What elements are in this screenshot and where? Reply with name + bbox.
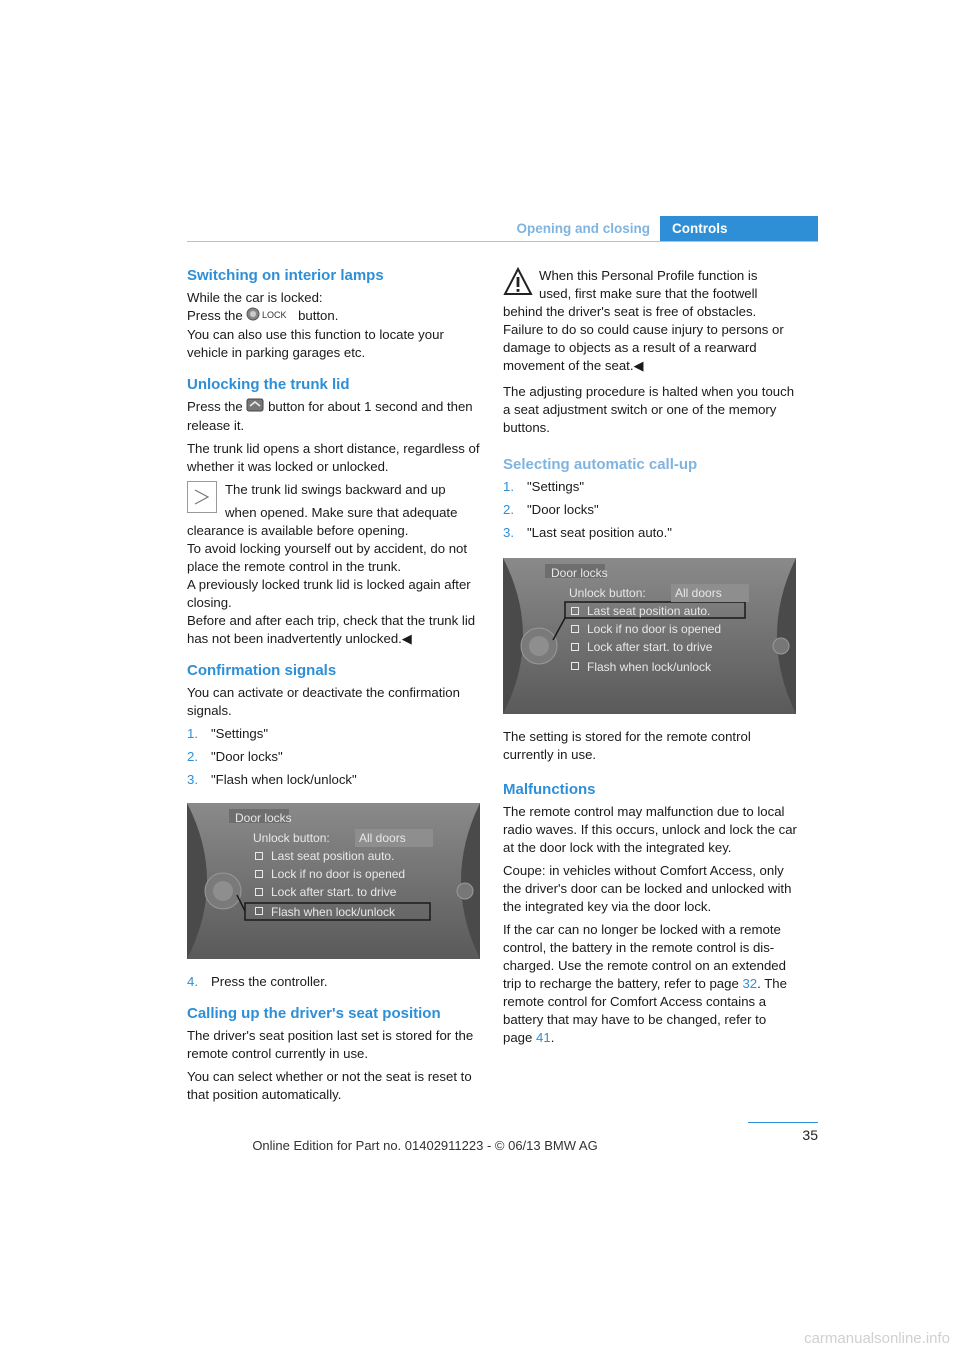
- list-item: 1. "Settings": [187, 726, 269, 742]
- screen-title: Door locks: [551, 566, 608, 580]
- header-rule: [187, 241, 818, 242]
- text: You can also use this function to locate your vehicle in parking garages etc.: [187, 327, 444, 361]
- header-chapter: Controls: [660, 216, 818, 242]
- list-item: 3. "Last seat position auto.": [503, 525, 672, 540]
- text: The adjusting procedure is halted when you touch a seat adjustment switch or one of the memory buttons.: [503, 384, 795, 435]
- text: A previously locked trunk lid is locked again after closing.: [187, 577, 471, 611]
- online-edition: Online Edition for Part no. 01402911223 - © 06/13 BMW AG: [252, 1138, 598, 1153]
- svg-text:LOCK: LOCK: [262, 310, 287, 321]
- screen-option: Lock if no door is opened: [587, 622, 722, 636]
- heading-interior-lamps: Switching on interior lamps: [187, 267, 384, 284]
- text: While the car is locked:: [187, 290, 323, 305]
- text: Before and after each trip, check that the trunk lid has not been inadvertently unlocked.◀: [187, 613, 476, 647]
- screen-unlock-label: Unlock button:: [569, 586, 646, 600]
- note-block: [187, 481, 483, 648]
- screen-option: Last seat position auto.: [271, 849, 395, 864]
- heading-confirmation-signals: Confirmation signals: [187, 662, 337, 680]
- text: The remote control may malfunction due to local radio waves. If this occurs, unlock and lock the car at the door lock with the integrated key.: [503, 804, 797, 855]
- right-column: [503, 267, 799, 1052]
- page-link-32[interactable]: 32: [742, 976, 758, 991]
- text: When this Personal Profile function is used, first make sure that the footwell: [539, 268, 758, 301]
- list-item: 4. Press the controller.: [187, 974, 328, 990]
- checkbox: [255, 870, 263, 878]
- checkbox: [255, 888, 263, 896]
- screen-option-selected: Last seat position auto.: [587, 604, 711, 618]
- footer-rule: [748, 1122, 818, 1123]
- text: when opened. Make sure that adequate clearance is available before opening.: [187, 505, 458, 539]
- screen-unlock-value: All doors: [671, 584, 749, 602]
- checkbox: [255, 907, 263, 915]
- screen-unlock-value: All doors: [355, 829, 433, 847]
- screen-option: Lock after start. to drive: [271, 885, 397, 900]
- warning-block: [503, 267, 799, 375]
- screen-option: Flash when lock/unlock: [587, 660, 712, 674]
- heading-trunk-lid: Unlocking the trunk lid: [187, 376, 350, 394]
- text: If the car can no longer be locked with a remote control, the battery in the remote control is dis-charged. Use the remote control on an extended trip to recharge the battery, refer to page 32. The remote control for Comfort Access contains a battery that may have to be changed, refer to page 41.: [503, 922, 787, 1045]
- text: You can select whether or not the seat is reset to that position automatically.: [187, 1069, 472, 1103]
- list-item: 2. "Door locks": [187, 749, 283, 765]
- screen-title: Door locks: [235, 811, 292, 826]
- list-item: 1. "Settings": [503, 479, 585, 494]
- idrive-screen-seat: [503, 558, 796, 714]
- text: Press the LOCK button.: [187, 307, 483, 326]
- page-number: 35: [802, 1127, 818, 1143]
- screen-option: Lock if no door is opened: [271, 867, 406, 882]
- idrive-screen-flash: [187, 803, 480, 959]
- heading-seat-position: Calling up the driver's seat position: [187, 1005, 441, 1023]
- text: Press the button for about 1 second and then release it.: [187, 399, 473, 434]
- heading-malfunctions: Malfunctions: [503, 781, 596, 798]
- trunk-button-icon: [246, 398, 264, 417]
- left-column: [187, 266, 483, 1109]
- checkbox: [571, 662, 579, 670]
- checkbox: [571, 625, 579, 633]
- warning-icon: [503, 267, 539, 303]
- text: The setting is stored for the remote control currently in use.: [503, 729, 751, 762]
- heading-automatic-call-up: Selecting automatic call-up: [503, 456, 698, 473]
- checkbox: [255, 852, 263, 860]
- lock-button-icon: [246, 307, 294, 326]
- text: Coupe: in vehicles without Comfort Access, only the driver's door can be locked and unlocked with the integrated key via the door lock.: [503, 863, 792, 914]
- text: The trunk lid swings backward and up: [225, 482, 446, 498]
- checkbox: [571, 643, 579, 651]
- screen-option-selected: Flash when lock/unlock: [271, 905, 396, 920]
- screen-unlock-label: Unlock button:: [253, 831, 330, 846]
- header-section: Opening and closing: [516, 221, 650, 236]
- screen-option: Lock after start. to drive: [587, 640, 713, 654]
- text: To avoid locking yourself out by accident, do not place the remote control in the trunk.: [187, 541, 468, 575]
- text: You can activate or deactivate the confirmation signals.: [187, 685, 460, 719]
- text: The trunk lid opens a short distance, regardless of whether it was locked or unlocked.: [187, 441, 480, 475]
- text: The driver's seat position last set is stored for the remote control currently in use.: [187, 1028, 474, 1062]
- text: behind the driver's seat is free of obstacles. Failure to do so could cause injury to persons or damage to objects as a result of a rearward movement of the seat.◀: [503, 304, 784, 373]
- list-item: 3. "Flash when lock/unlock": [187, 772, 357, 788]
- checkbox: [571, 607, 579, 615]
- watermark: carmanualsonline.info: [804, 1330, 950, 1347]
- list-item: 2. "Door locks": [503, 502, 599, 517]
- page-link-41[interactable]: 41: [536, 1030, 551, 1045]
